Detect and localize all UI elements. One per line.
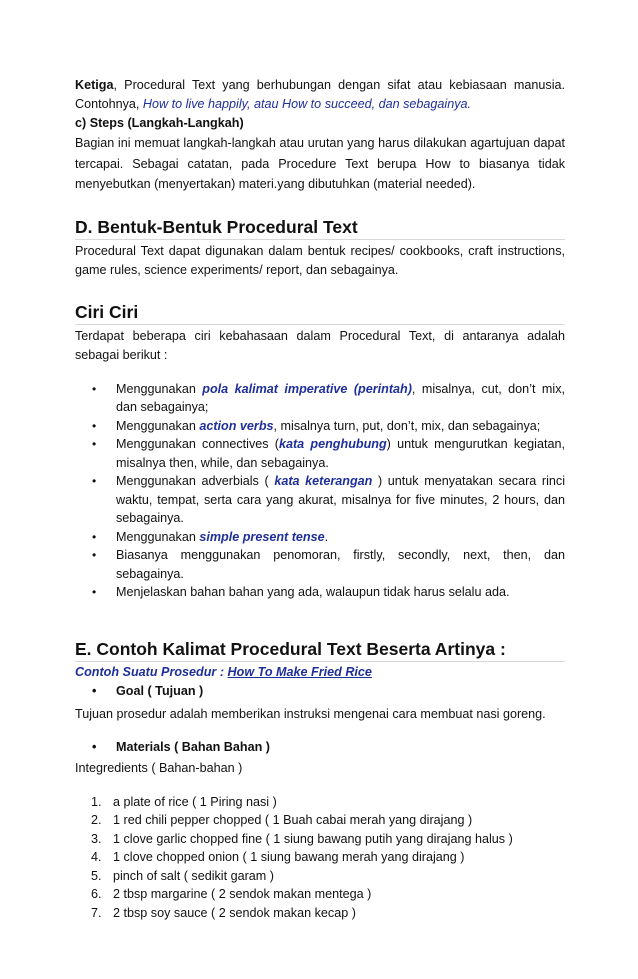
list-item: • Biasanya menggunakan penomoran, firstly, secondly, next, then, dan sebagainya. [75,546,565,583]
ciri-title: Ciri Ciri [75,301,565,325]
list-item: • Menggunakan action verbs, misalnya turn, put, don’t, mix, dan sebagainya; [75,417,565,436]
steps-heading: c) Steps (Langkah-Langkah) [75,116,244,130]
list-item: • Menggunakan simple present tense. [75,528,565,547]
ingredients-list [75,793,565,923]
list-item: • Menggunakan adverbials ( kata keterangan ) untuk menyatakan secara rinci waktu, tempat, serta cara yang akurat, misalnya for five minutes, 2 hours, dan sebagainya. [75,472,565,528]
list-item: 5. pinch of salt ( sedikit garam ) [91,868,274,883]
ciri-intro: Terdapat beberapa ciri kebahasaan dalam Procedural Text, di antaranya adalah sebagai berikut : [75,328,565,362]
intro-lead: Ketiga [75,78,114,92]
document-page [75,72,565,922]
example-label: Contoh Suatu Prosedur : [75,664,228,679]
goal-body: Tujuan prosedur adalah memberikan instruksi mengenai cara membuat nasi goreng. [75,706,546,721]
list-item: 4. 1 clove chopped onion ( 1 siung bawang merah yang dirajang ) [91,850,465,864]
list-item: 3. 1 clove garlic chopped fine ( 1 siung bawang putih yang dirajang halus ) [91,831,513,846]
materials-heading: • Materials ( Bahan Bahan ) [75,738,565,757]
section-d-body: Procedural Text dapat digunakan dalam bentuk recipes/ cookbooks, craft instructions, game rules, science experiments/ report, dan sebagainya. [75,243,565,277]
materials-intro: Integredients ( Bahan-bahan ) [75,760,243,775]
example-line [75,663,565,682]
section-e-title: E. Contoh Kalimat Procedural Text Beserta Artinya : [75,638,565,662]
list-item: 1. a plate of rice ( 1 Piring nasi ) [91,794,277,809]
list-item: 2. 1 red chili pepper chopped ( 1 Buah cabai merah yang dirajang ) [91,813,473,827]
steps-body: Bagian ini memuat langkah-langkah atau urutan yang harus dilakukan agartujuan dapat tercapai. Sebagai catatan, pada Procedure Text berupa How to biasanya tidak menyebutkan (menyertakan) materi.yang dibutuhkan (material needed). [75,136,565,191]
example-link[interactable]: How To Make Fried Rice [227,664,372,679]
intro-text: , Procedural Text yang berhubungan dengan sifat atau kebiasaan manusia. Contohnya, [75,78,565,111]
list-item: • Menjelaskan bahan bahan yang ada, walaupun tidak harus selalu ada. [75,583,565,602]
intro-example: How to live happily, atau How to succeed, dan sebagainya. [142,97,472,111]
list-item: 7. 2 tbsp soy sauce ( 2 sendok makan kecap ) [91,905,356,920]
ciri-list [75,380,565,602]
list-item: • Menggunakan pola kalimat imperative (perintah), misalnya, cut, don’t mix, dan sebagainya; [75,380,565,417]
list-item: • Menggunakan connectives (kata penghubung) untuk mengurutkan kegiatan, misalnya then, while, dan sebagainya. [75,435,565,472]
goal-heading: • Goal ( Tujuan ) [75,682,565,701]
section-d-title: D. Bentuk-Bentuk Procedural Text [75,216,565,240]
intro-paragraph [75,76,565,114]
list-item: 6. 2 tbsp margarine ( 2 sendok makan mentega ) [91,887,372,901]
